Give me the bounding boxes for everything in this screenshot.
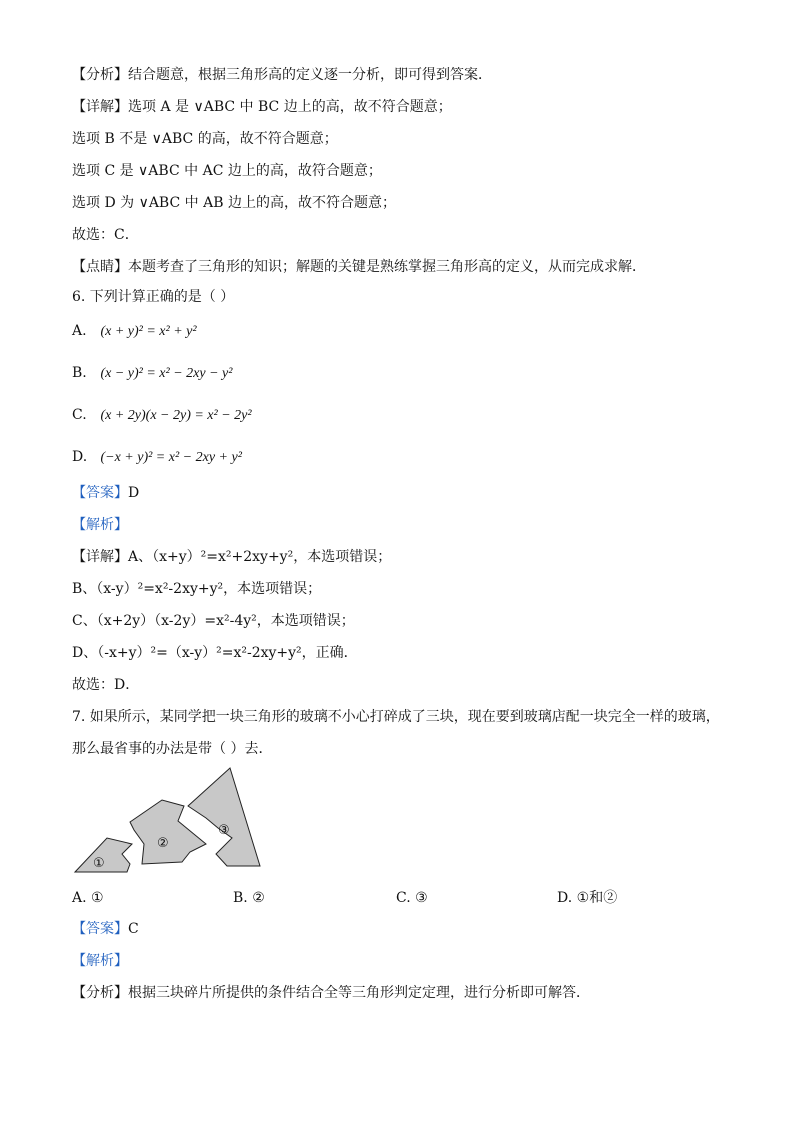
answer-tag: 【答案】: [72, 485, 128, 501]
answer-tag: 【答案】: [72, 921, 128, 937]
option-formula: (x − y)² = x² − 2xy − y²: [100, 366, 233, 381]
q7-stem-line1: 7. 如果所示，某同学把一块三角形的玻璃不小心打碎成了三块，现在要到玻璃店配一块完全一样的玻璃，: [72, 709, 720, 725]
q6-answer: 【答案】D: [72, 485, 140, 501]
q6-option-c: [72, 406, 252, 425]
q7-analysis: 【分析】根据三块碎片所提供的条件结合全等三角形判定定理，进行分析即可解答．: [72, 985, 590, 1001]
option-label: B.: [72, 365, 87, 381]
option-formula: (x + 2y)(x − 2y) = x² − 2y²: [100, 408, 252, 423]
shard-3: [188, 768, 260, 866]
option-label: A.: [72, 323, 87, 339]
q6-option-a: [72, 322, 197, 341]
q6-detail-1: 【详解】A、（x+y）²=x²+2xy+y²，本选项错误；: [72, 549, 392, 565]
q6-choose: 故选：D．: [72, 677, 140, 693]
option-formula: (x + y)² = x² + y²: [100, 324, 197, 339]
q6-option-b: [72, 364, 232, 383]
q7-answer: 【答案】C: [72, 921, 139, 937]
q5-analysis: 【分析】结合题意，根据三角形高的定义逐一分析，即可得到答案．: [72, 67, 492, 83]
shard-label-1: ①: [93, 856, 105, 871]
q6-detail-2: B、（x-y）²=x²-2xy+y²，本选项错误；: [72, 581, 322, 597]
option-label: D.: [72, 449, 88, 465]
option-label: C.: [72, 407, 87, 423]
q7-stem-line2: 那么最省事的办法是带（ ）去．: [72, 741, 273, 757]
option-formula: (−x + y)² = x² − 2xy + y²: [100, 450, 242, 465]
q5-detail-b: 选项 B 不是 ∨ABC 的高，故不符合题意；: [72, 131, 338, 147]
shard-label-2: ②: [157, 836, 169, 851]
q5-detail-c: 选项 C 是 ∨ABC 中 AC 边上的高，故符合题意；: [72, 163, 382, 179]
q6-detail-3: C、（x+2y）（x-2y）=x²-4y²，本选项错误；: [72, 613, 355, 629]
q7-option-b: B. ②: [233, 890, 265, 906]
shard-label-3: ③: [218, 823, 230, 838]
q6-detail-4: D、（-x+y）²=（x-y）²=x²-2xy+y²，正确．: [72, 645, 358, 661]
q5-detail-a: 【详解】选项 A 是 ∨ABC 中 BC 边上的高，故不符合题意；: [72, 99, 452, 115]
glass-shards-figure: [72, 766, 272, 874]
q5-comment: 【点睛】本题考查了三角形的知识；解题的关键是熟练掌握三角形高的定义，从而完成求解．: [72, 259, 646, 275]
q6-solution-tag: 【解析】: [72, 517, 128, 533]
q7-solution-tag: 【解析】: [72, 953, 128, 969]
q7-option-c: C. ③: [396, 890, 428, 906]
q5-detail-d: 选项 D 为 ∨ABC 中 AB 边上的高，故不符合题意；: [72, 195, 396, 211]
q7-option-d: D. ①和②: [557, 890, 618, 906]
q6-option-d: [72, 448, 242, 467]
q5-choose: 故选：C．: [72, 227, 139, 243]
q6-stem: 6. 下列计算正确的是（ ）: [72, 289, 235, 305]
q7-option-a: A. ①: [72, 890, 104, 906]
